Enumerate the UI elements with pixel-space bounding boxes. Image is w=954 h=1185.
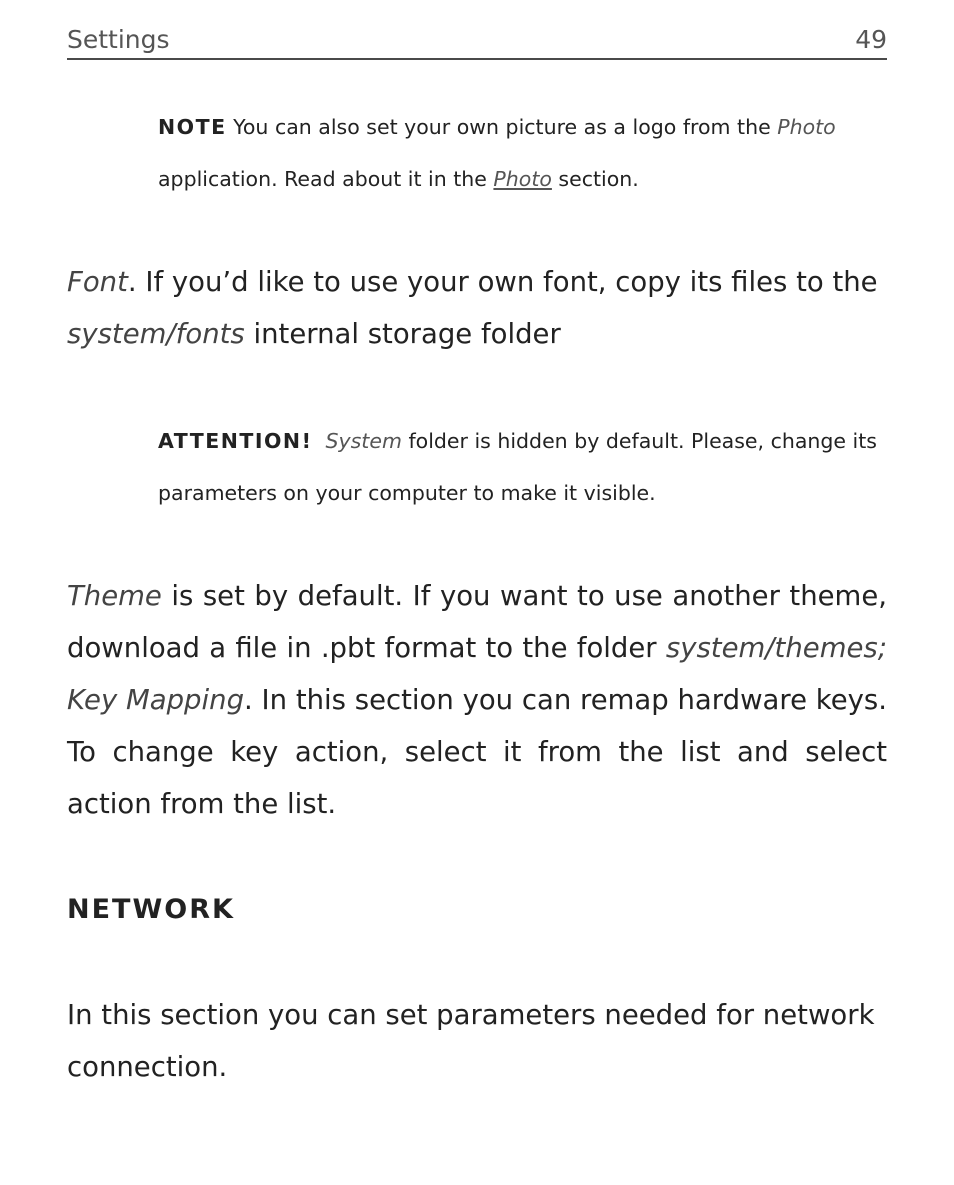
key-mapping-term: Key Mapping	[67, 684, 245, 716]
photo-section-link[interactable]: Photo	[493, 167, 552, 191]
attention-system-italic: System	[325, 429, 402, 453]
network-heading: NETWORK	[67, 894, 235, 925]
theme-text-a: is set by default. If you want to use another theme, download a file in .pbt format to the folder	[67, 580, 887, 664]
note-text-c: section.	[551, 167, 639, 191]
page-header	[67, 22, 887, 60]
key-mapping-text: . In this section you can remap hardware keys. To change key action, select it from the list and select action from the list.	[67, 684, 887, 820]
attention-label: ATTENTION!	[158, 429, 313, 453]
font-paragraph	[67, 256, 887, 360]
attention-text: folder is hidden by default. Please, change its parameters on your computer to make it visible.	[158, 429, 877, 505]
section-title: Settings	[67, 25, 170, 54]
attention-block	[158, 415, 886, 519]
themes-folder-path: system/themes;	[665, 632, 887, 664]
font-term: Font	[67, 266, 128, 298]
font-text-b: internal storage folder	[244, 318, 561, 350]
fonts-folder-path: system/fonts	[67, 318, 245, 350]
note-text-b: application. Read about it in the	[158, 167, 494, 191]
note-block	[158, 101, 886, 205]
page-number: 49	[855, 25, 887, 54]
theme-term: Theme	[67, 580, 162, 612]
font-text-a: . If you’d like to use your own font, copy its files to the	[127, 266, 878, 298]
theme-keymapping-paragraph	[67, 570, 887, 830]
note-text-a: You can also set your own picture as a logo from the	[226, 115, 778, 139]
note-label: NOTE	[158, 115, 227, 139]
network-paragraph: In this section you can set parameters needed for network connection.	[67, 999, 875, 1083]
note-photo-italic: Photo	[777, 115, 836, 139]
